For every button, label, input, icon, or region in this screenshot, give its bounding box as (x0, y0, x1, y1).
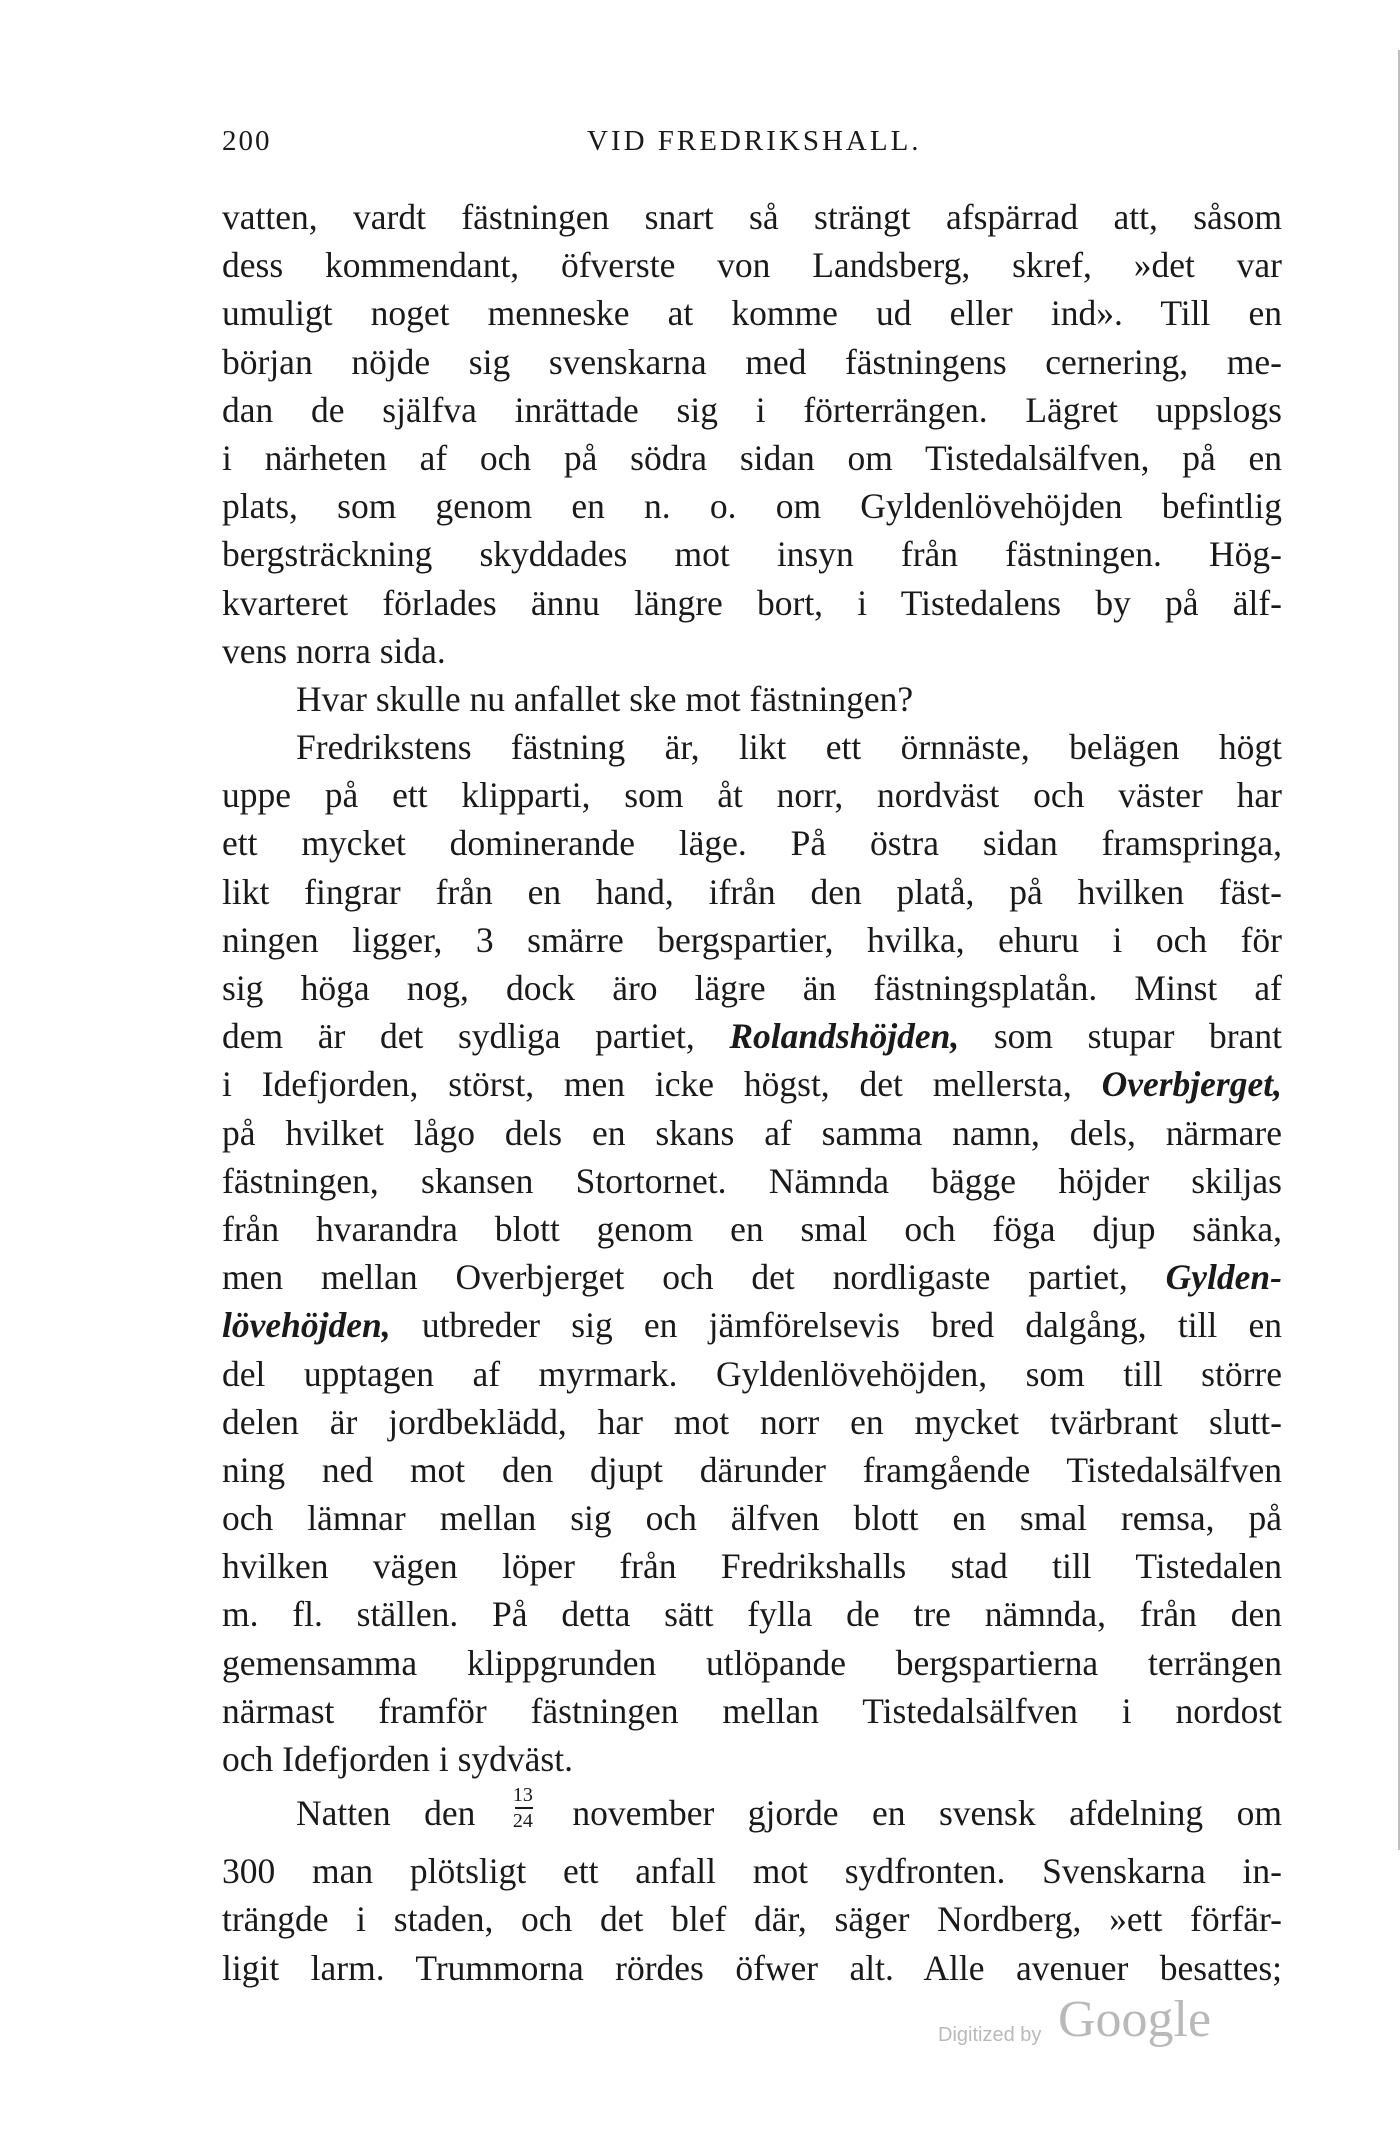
text-line: närmast framför fästningen mellan Tistedalsälfven i nordost (222, 1690, 1282, 1731)
text-line: umuligt noget menneske at komme ud eller ind». Till en (222, 293, 1282, 334)
place-name-gyldenlovehojden: Gylden- (1165, 1257, 1282, 1298)
text-line: uppe på ett klipparti, som åt norr, nordväst och väster har (222, 775, 1282, 816)
text-line: m. fl. ställen. På detta sätt fylla de tre nämnda, från den (222, 1594, 1282, 1635)
text-line: trängde i staden, och det blef där, säger Nordberg, »ett förfär- (222, 1899, 1282, 1940)
place-name-gyldenlovehojden-cont: lövehöjden, (222, 1305, 391, 1346)
text-line: på hvilket lågo dels en skans af samma namn, dels, närmare (222, 1112, 1282, 1153)
text-line: ning ned mot den djupt därunder framgående Tistedalsälfven (222, 1449, 1282, 1490)
text-line: ligit larm. Trummorna rördes öfwer alt. Alle avenuer besattes; (222, 1947, 1282, 1988)
date-fraction: $\frac{13}{24}$ (512, 1784, 533, 1833)
text-line: men mellan Overbjerget och det nordligaste partiet, Gylden- (222, 1257, 1282, 1298)
watermark-google-logo: Google (1058, 1991, 1212, 2048)
text-line: i närheten af och på södra sidan om Tistedalsälfven, på en (222, 437, 1282, 478)
google-watermark (938, 1990, 1268, 2060)
paragraph-question: Hvar skulle nu anfallet ske mot fästningen? (296, 678, 914, 719)
text-line: kvarteret förlades ännu längre bort, i Tistedalens by på älf- (222, 582, 1282, 623)
text-line: del upptagen af myrmark. Gyldenlövehöjden, som till större (222, 1353, 1282, 1394)
text-line: fästningen, skansen Stortornet. Nämnda bägge höjder skiljas (222, 1160, 1282, 1201)
text-line: likt fingrar från en hand, ifrån den platå, på hvilken fäst- (222, 871, 1282, 912)
text-line: sig höga nog, dock äro lägre än fästningsplatån. Minst af (222, 968, 1282, 1008)
text-line: och Idefjorden i sydväst. (222, 1739, 573, 1779)
place-name-overbjerget: Overbjerget, (1101, 1064, 1282, 1105)
text-line: hvilken vägen löper från Fredrikshalls stad till Tistedalen (222, 1546, 1282, 1587)
text-line: dess kommendant, öfverste von Landsberg, skref, »det var (222, 245, 1282, 286)
text-line: 300 man plötsligt ett anfall mot sydfronten. Svenskarna in- (222, 1851, 1282, 1892)
text-line: början nöjde sig svenskarna med fästningens cernering, me- (222, 341, 1282, 382)
text-line: dan de själfva inrättade sig i förterrängen. Lägret uppslogs (222, 389, 1282, 430)
text-line: och lämnar mellan sig och älfven blott en smal remsa, på (222, 1498, 1282, 1539)
page-number: 200 (222, 125, 272, 157)
body-text (222, 193, 1282, 1992)
text-line: dem är det sydliga partiet, Rolandshöjden, som stupar brant (222, 1016, 1282, 1057)
text-line: vatten, vardt fästningen snart så strängt afspärrad att, såsom (222, 197, 1282, 237)
page-header (222, 125, 1272, 165)
text-line: bergsträckning skyddades mot insyn från fästningen. Hög- (222, 534, 1282, 575)
running-head: VID FREDRIKSHALL. (587, 125, 922, 157)
place-name-rolandshojden: Rolandshöjden, (729, 1016, 960, 1057)
text-line: gemensamma klippgrunden utlöpande bergspartierna terrängen (222, 1642, 1282, 1683)
text-line: delen är jordbeklädd, har mot norr en mycket tvärbrant slutt- (222, 1401, 1282, 1442)
text-line: ningen ligger, 3 smärre bergspartier, hvilka, ehuru i och för (222, 919, 1282, 960)
text-line: ett mycket dominerande läge. På östra sidan framspringa, (222, 823, 1282, 864)
text-line: plats, som genom en n. o. om Gyldenlövehöjden befintlig (222, 486, 1282, 527)
text-line: Fredrikstens fästning är, likt ett örnnäste, belägen högt (296, 727, 1282, 768)
text-line: vens norra sida. (222, 630, 446, 671)
text-line: i Idefjorden, störst, men icke högst, det mellersta, Overbjerget, (222, 1064, 1282, 1105)
text-line: Natten den $\frac{13}{24}$ november gjorde en svensk afdelning om (296, 1784, 1282, 1834)
text-line: lövehöjden, utbreder sig en jämförelsevis bred dalgång, till en (222, 1305, 1282, 1346)
text-line: från hvarandra blott genom en smal och föga djup sänka, (222, 1208, 1282, 1249)
watermark-digitized-by: Digitized by (938, 2024, 1042, 2046)
